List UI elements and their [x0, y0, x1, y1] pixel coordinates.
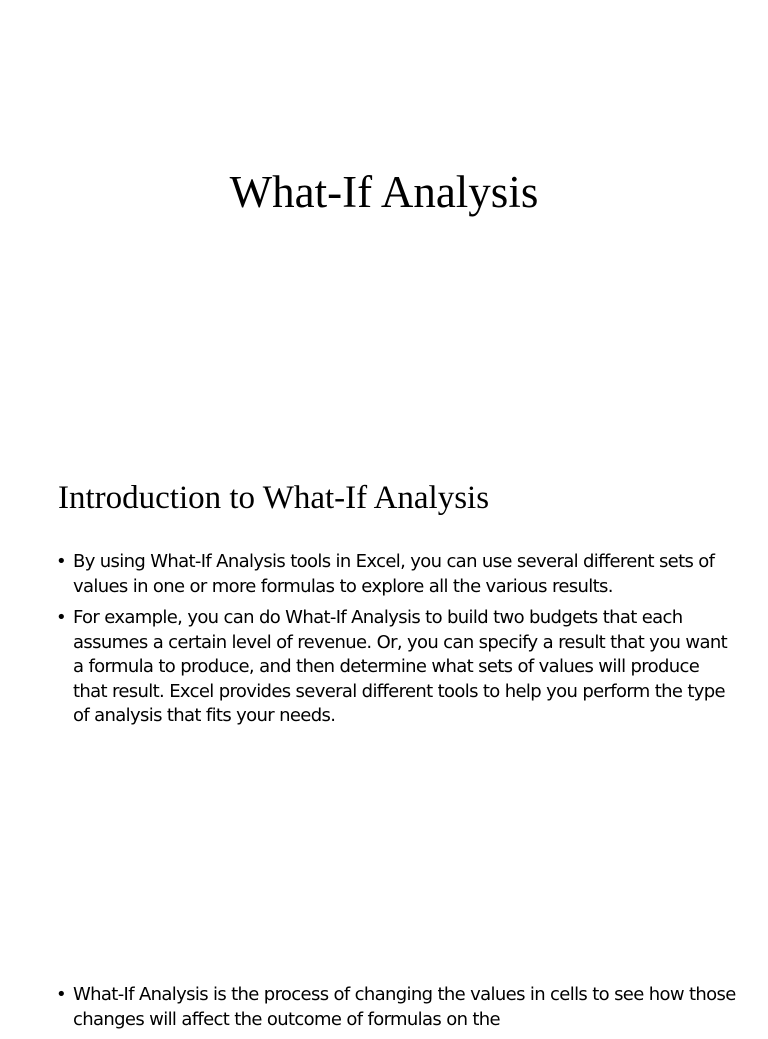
bullet-item: [56, 983, 736, 1032]
bullet-text: For example, you can do What-If Analysis to build two budgets that each assumes a certain level of revenue. Or, you can specify a result that you want a formula to produce, and then determine what sets of values will produce that result. Excel provides several different tools to help you perform the type of analysis that fits your needs.: [73, 607, 727, 726]
bullet-item: [56, 606, 736, 729]
next-slide-bullet-list: [56, 983, 736, 1039]
intro-bullet-list: [56, 550, 736, 736]
bullet-icon: •: [56, 984, 66, 1005]
bullet-text: What-If Analysis is the process of changing the values in cells to see how those changes will affect the outcome of formulas on the: [73, 984, 736, 1030]
bullet-icon: •: [56, 607, 66, 628]
section-heading: Introduction to What-If Analysis: [58, 480, 490, 516]
slide-title: What-If Analysis: [229, 167, 539, 217]
bullet-icon: •: [56, 551, 66, 572]
bullet-text: By using What-If Analysis tools in Excel, you can use several different sets of values in one or more formulas to explore all the various results.: [73, 551, 715, 597]
bullet-item: [56, 550, 736, 599]
